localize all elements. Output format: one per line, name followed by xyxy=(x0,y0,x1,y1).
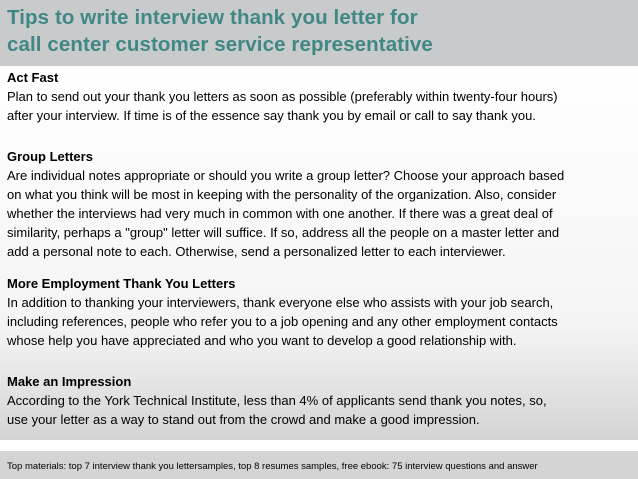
paragraph-line: Are individual notes appropriate or should you write a group letter? Choose your approach based xyxy=(7,168,565,183)
section-more-employment xyxy=(7,274,632,350)
paragraph-line: use your letter as a way to stand out from the crowd and make a good impression. xyxy=(7,412,480,427)
footer-text: Top materials: top 7 interview thank you lettersamples, top 8 resumes samples, free ebook: 75 interview questions and answer xyxy=(7,461,538,472)
paragraph-line: similarity, perhaps a "group" letter will suffice. If so, address all the people on a master letter and xyxy=(7,225,560,240)
section-make-impression xyxy=(7,372,632,429)
paragraph-line: on what you think will be most in keeping with the personality of the organization. Also, consider xyxy=(7,187,557,202)
section-group-letters xyxy=(7,147,632,261)
title-bar xyxy=(0,0,638,66)
paragraph-line: after your interview. If time is of the essence say thank you by email or call to say thank you. xyxy=(7,108,536,123)
section-act-fast xyxy=(7,68,632,125)
section-heading: Group Letters xyxy=(7,149,93,164)
section-heading: Act Fast xyxy=(7,70,59,85)
section-heading: More Employment Thank You Letters xyxy=(7,276,236,291)
page-title-line-1: Tips to write interview thank you letter for xyxy=(7,6,418,29)
paragraph-line: According to the York Technical Institute, less than 4% of applicants send thank you notes, so, xyxy=(7,393,547,408)
section-heading: Make an Impression xyxy=(7,374,132,389)
page-title-line-2: call center customer service representative xyxy=(7,33,433,56)
paragraph-line: Plan to send out your thank you letters as soon as possible (preferably within twenty-four hours) xyxy=(7,89,558,104)
paragraph-line: whose help you have appreciated and who you want to develop a good relationship with. xyxy=(7,333,517,348)
paragraph-line: In addition to thanking your interviewers, thank everyone else who assists with your job search, xyxy=(7,295,554,310)
paragraph-line: including references, people who refer you to a job opening and any other employment contacts xyxy=(7,314,558,329)
paragraph-line: add a personal note to each. Otherwise, send a personalized letter to each interviewer. xyxy=(7,244,506,259)
paragraph-line: whether the interviews had very much in common with one another. If there was a great deal of xyxy=(7,206,553,221)
